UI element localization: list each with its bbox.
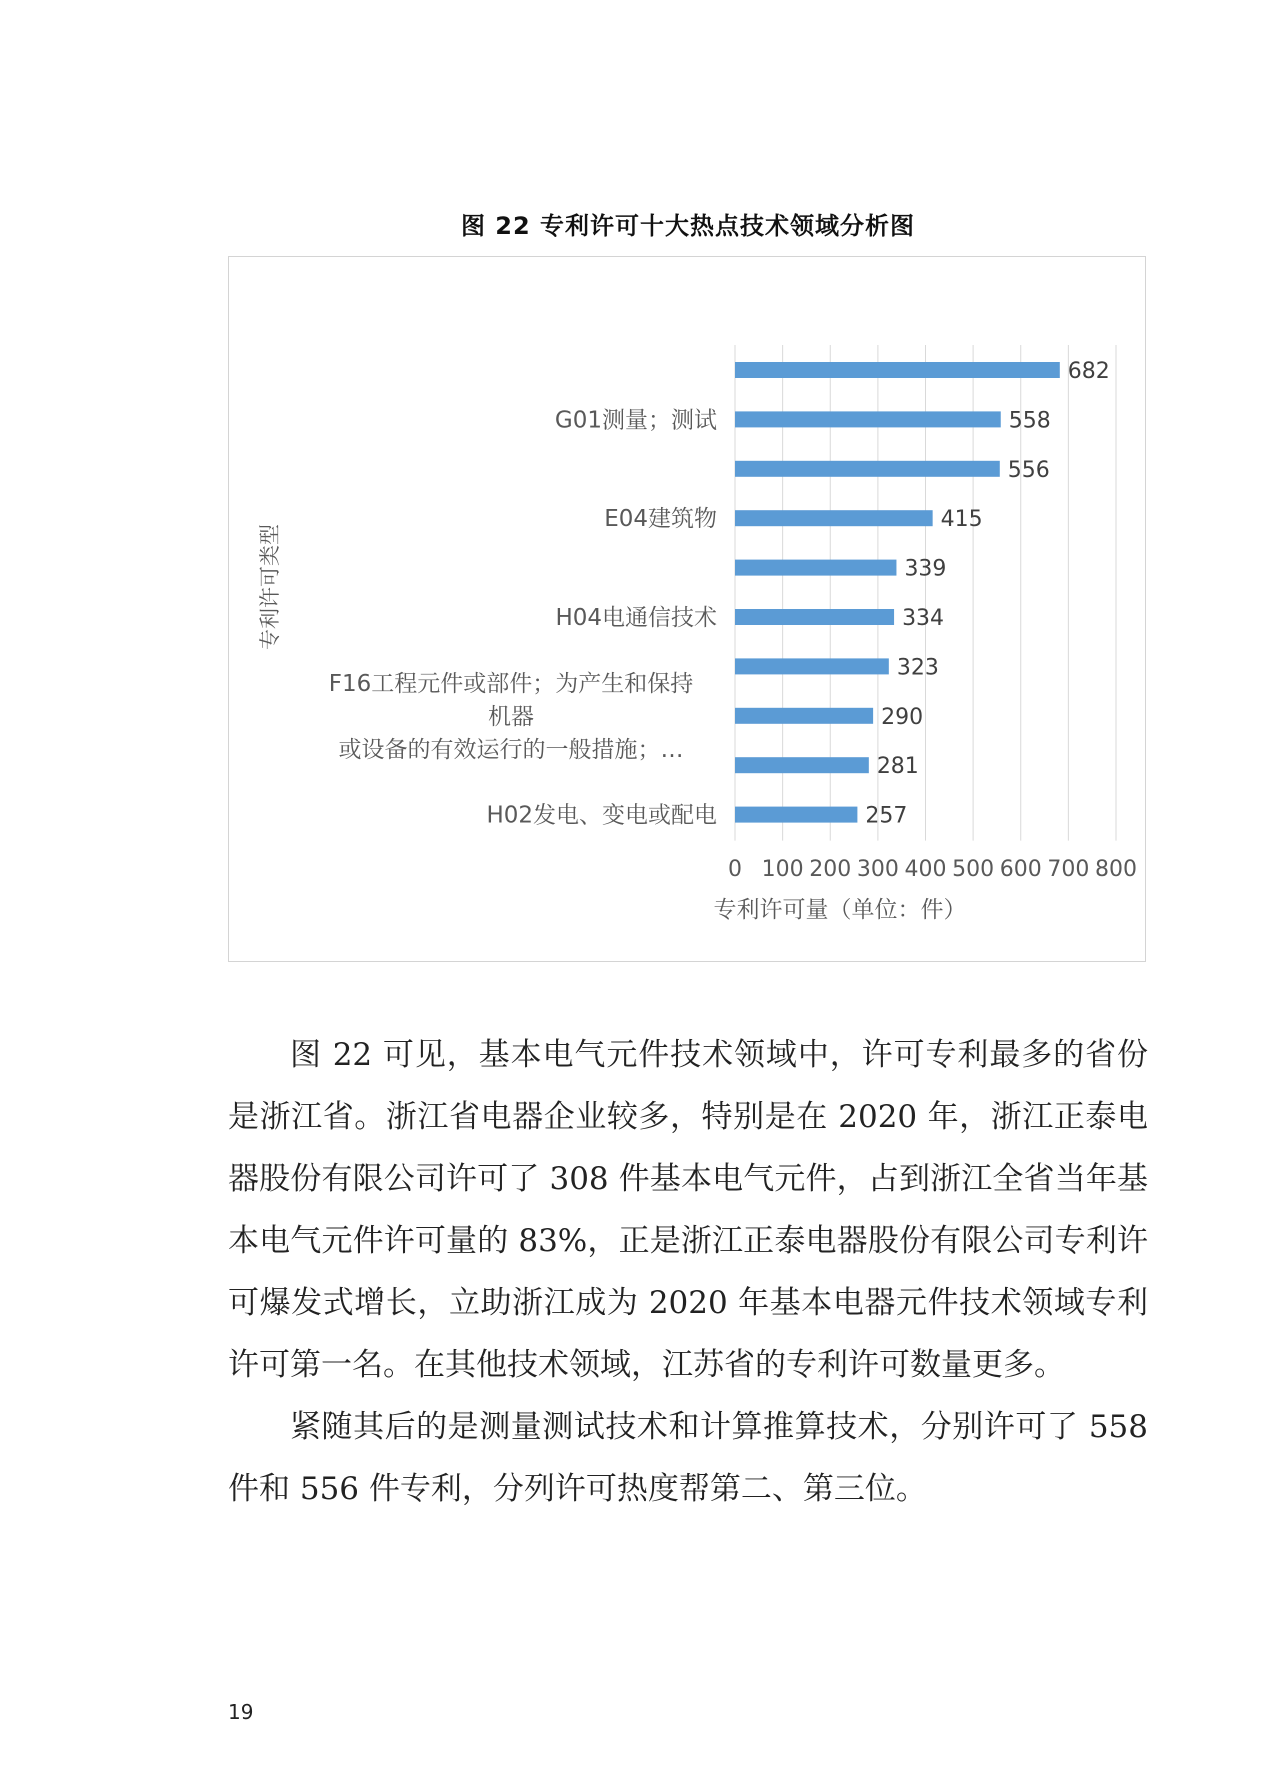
category-label: H04电通信技术 [555, 605, 717, 631]
data-label: 558 [1008, 408, 1051, 434]
data-labels [865, 359, 1109, 829]
chart-container [228, 256, 1146, 962]
bar [735, 510, 933, 526]
bar [735, 411, 1001, 427]
paragraph: 图 22 可见，基本电气元件技术领域中，许可专利最多的省份是浙江省。浙江省电器企业较多，特别是在 2020 年，浙江正泰电器股份有限公司许可了 308 件基本电气元件，占到浙江全省当年基本电气元件许可量的 83%，正是浙江正泰电器股份有限公司专利许可爆发式增长，立助浙江成为 2020 年基本电器元件技术领域专利许可第一名。在其他技术领域，江苏省的专利许可数量更多。 [228, 1037, 1148, 1383]
bar [735, 560, 896, 576]
data-label: 556 [1007, 457, 1050, 483]
data-label: 339 [904, 556, 947, 582]
x-tick-label: 800 [1095, 857, 1137, 882]
data-label: 682 [1067, 359, 1110, 384]
bar [735, 609, 894, 625]
category-label: 或设备的有效运行的一般措施；… [338, 736, 684, 763]
data-label: 281 [876, 754, 919, 780]
paragraph: 紧随其后的是测量测试技术和计算推算技术，分别许可了 558 件和 556 件专利，分列许可热度帮第二、第三位。 [228, 1409, 1148, 1507]
x-tick-label: 400 [904, 857, 947, 882]
category-labels [329, 407, 717, 828]
y-axis-title: 专利许可类型 [258, 524, 282, 650]
x-tick-label: 300 [856, 857, 899, 882]
bar [735, 757, 869, 773]
bar [735, 362, 1060, 378]
x-tick-label: 700 [1047, 857, 1090, 882]
bar [735, 807, 857, 823]
x-tick-label: 100 [761, 857, 804, 882]
page-number: 19 [228, 1700, 254, 1724]
data-label: 323 [896, 655, 939, 681]
bar [735, 658, 889, 674]
data-label: 415 [940, 507, 983, 533]
category-label: F16工程元件或部件；为产生和保持 [328, 670, 694, 697]
body-text [228, 1024, 1148, 1520]
bar [735, 708, 873, 724]
figure-caption: 图 22 专利许可十大热点技术领域分析图 [460, 212, 916, 240]
category-label: G01测量；测试 [554, 407, 717, 434]
bar [735, 461, 1000, 477]
x-tick-label: 500 [952, 857, 995, 882]
x-tick-label: 600 [999, 857, 1042, 882]
bar-chart [229, 257, 1144, 960]
data-label: 257 [865, 803, 908, 829]
x-tick-labels [728, 857, 1137, 882]
category-label: E04建筑物 [604, 506, 717, 533]
x-tick-label: 200 [809, 857, 852, 882]
category-label: H02发电、变电或配电 [486, 802, 717, 829]
category-label: 机器 [488, 703, 534, 730]
data-label: 334 [902, 606, 945, 631]
data-label: 290 [881, 704, 924, 730]
x-axis-title: 专利许可量（单位：件） [713, 897, 967, 923]
x-tick-label: 0 [728, 857, 742, 882]
